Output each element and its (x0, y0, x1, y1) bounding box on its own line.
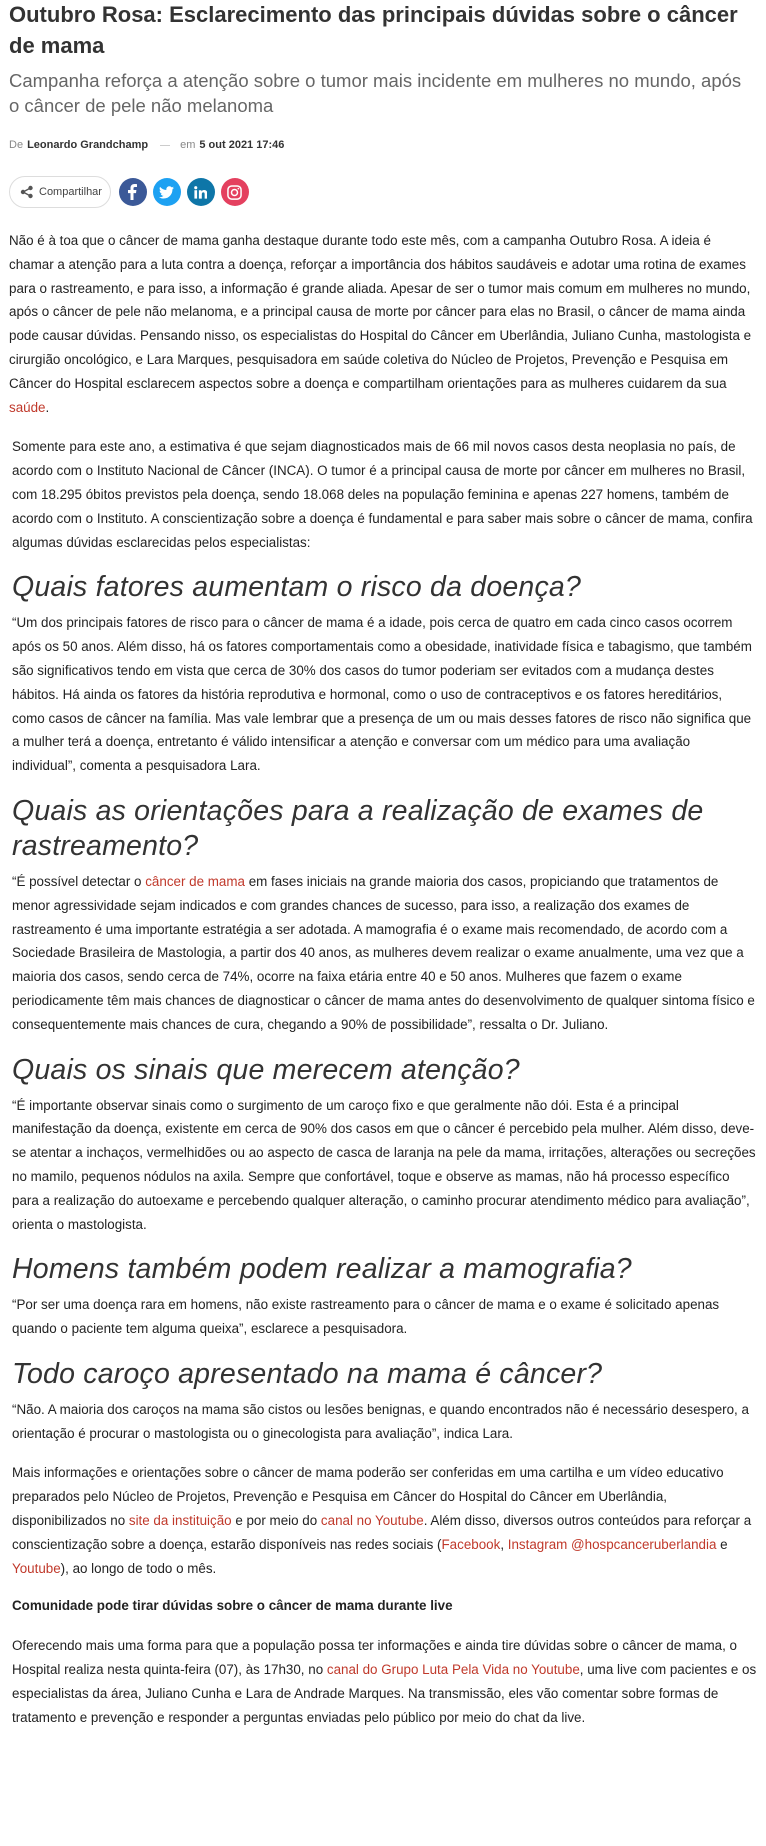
paragraph-text: e (716, 1536, 728, 1552)
paragraph-text: “É possível detectar o (12, 873, 146, 889)
paragraph-text: Oferecendo mais uma forma para que a população possa ter informações e ainda tire dúvidas sobre o câncer de mama, o Hospital realiza nesta quinta-feira (07), às 17h30, no (12, 1638, 737, 1678)
instagram-icon (227, 185, 242, 200)
article-meta (9, 137, 757, 153)
share-icon (20, 185, 34, 199)
paragraph-lump: “Não. A maioria dos caroços na mama são cistos ou lesões benignas, e quando encontrados não é necessário desespero, a orientação é procurar o mastologista ou o ginecologista para avaliação”, indica Lara. (12, 1401, 749, 1441)
heading-men: Homens também podem realizar a mamografia? (12, 1253, 632, 1286)
heading-lump: Todo caroço apresentado na mama é câncer? (12, 1357, 603, 1390)
heading-risk-factors: Quais fatores aumentam o risco da doença? (12, 571, 582, 604)
paragraph-intro (9, 229, 757, 419)
twitter-share-button[interactable] (153, 178, 181, 206)
article-subtitle: Campanha reforça a atenção sobre o tumor mais incidente em mulheres no mundo, após o câncer de pele não melanoma (9, 70, 742, 116)
paragraph-estimate: Somente para este ano, a estimativa é que sejam diagnosticados mais de 66 mil novos casos desta neoplasia no país, de acordo com o Instituto Nacional de Câncer (INCA). O tumor é a principal causa de morte por câncer em mulheres no Brasil, com 18.295 óbitos previstos pela doença, sendo 18.068 deles na população feminina e apenas 227 homens, também de acordo com o Instituto. A conscientização sobre a doença é fundamental e para saber mais sobre o câncer de mama, confira algumas dúvidas esclarecidas pelos especialistas: (12, 439, 753, 550)
paragraph-risk-factors: “Um dos principais fatores de risco para o câncer de mama é a idade, pois cerca de quatro em cada cinco casos ocorrem após os 50 anos. Além disso, há os fatores comportamentais como a obesidade, inatividade física e tabagismo, que também são significativos tendo em vista que cerca de 30% dos casos do tumor poderiam ser evitados com a mudança destes hábitos. Há ainda os fatores da história reprodutiva e hormonal, como o uso de contraceptivos e os fatores hereditários, como casos de câncer na família. Mas vale lembrar que a presença de um ou mais desses fatores de risco não significa que a mulher terá a doença, entretanto é válido intensificar a atenção e conversar com um médico para uma avaliação individual”, comenta a pesquisadora Lara. (12, 615, 752, 774)
article-body (9, 229, 757, 1730)
paragraph-screening (9, 870, 757, 1037)
at-label: em (180, 139, 196, 151)
linkedin-share-button[interactable] (187, 178, 215, 206)
paragraph-text: em fases iniciais na grande maioria dos casos, propiciando que tratamentos de menor agressividade sejam indicados e com grandes chances de sucesso, para isso, a realização dos exames de rastreamento é uma importante estratégia a ser adotada. A mamografia é o exame mais recomendado, de acordo com a Sociedade Brasileira de Mastologia, a partir dos 40 anos, as mulheres devem realizar o exame anualmente, uma vez que a maioria dos casos, sendo cerca de 74%, ocorre na faixa etária entre 40 e 50 anos. Mulheres que fazem o exame periodicamente têm mais chances de diagnosticar o câncer de mama antes do desenvolvimento de qualquer sintoma físico e consequentemente mais chances de cura, chegando a 90% de possibilidade”, ressalta o Dr. Juliano. (12, 873, 755, 1032)
twitter-icon (159, 186, 174, 199)
youtube-link[interactable]: Youtube (12, 1560, 61, 1576)
facebook-icon (127, 184, 139, 200)
facebook-link[interactable]: Facebook (441, 1536, 501, 1552)
institution-site-link[interactable]: site da instituição (128, 1513, 232, 1529)
paragraph-text: . Além disso, diversos outros conteúdos para reforçar a conscientização sobre a doença, estarão disponíveis nas redes sociais ( (12, 1513, 752, 1552)
health-link[interactable]: saúde (9, 399, 46, 415)
heading-live: Comunidade pode tirar dúvidas sobre o câncer de mama durante live (12, 1598, 453, 1614)
paragraph-text: Não é à toa que o câncer de mama ganha destaque durante todo este mês, com a campanha Outubro Rosa. A ideia é chamar a atenção para a luta contra a doença, reforçar a importância dos hábitos saudáveis e adotar uma rotina de exames para o rastreamento, e para isso, a informação é grande aliada. Apesar de ser o tumor mais comum em mulheres no mundo, após o câncer de pele não melanoma, e a principal causa de morte por câncer para elas no Brasil, o câncer de mama ainda pode causar dúvidas. Pensando nisso, os especialistas do Hospital do Câncer em Uberlândia, Juliano Cunha, mastologista e cirurgião oncológico, e Lara Marques, pesquisadora em saúde coletiva do Núcleo de Projetos, Prevenção e Pesquisa em Câncer do Hospital esclarecem aspectos sobre a doença e compartilham orientações para as mulheres cuidarem da sua (9, 233, 752, 391)
paragraph-live (9, 1634, 757, 1729)
instagram-share-button[interactable] (221, 178, 249, 206)
paragraph-text: , uma live com pacientes e os especialistas da área, Juliano Cunha e Lara de Andrade Marques. Na transmissão, eles vão comentar sobre formas de tratamento e prevenção e responder a perguntas enviadas pelo público por meio do chat da live. (12, 1662, 757, 1725)
breast-cancer-link[interactable]: câncer de mama (145, 873, 245, 889)
instagram-link[interactable]: Instagram @hospcanceruberlandia (507, 1536, 717, 1552)
paragraph-signs: “É importante observar sinais como o surgimento de um caroço fixo e que geralmente não dói. Esta é a principal manifestação da doença, existente em cerca de 90% dos casos em que o câncer é percebido pela mulher. Além disso, deve-se atentar a inchaços, vermelhidões ou ao aspecto de casca de laranja na pele da mama, irritações, alterações ou secreções no mamilo, pequenos nódulos na axila. Sempre que confortável, toque e observe as mamas, não há processo específico para a realização do autoexame e percebendo qualquer alteração, o caminho procurar atendimento médico para avaliação”, orienta o mastologista. (12, 1097, 756, 1232)
share-bar (9, 176, 757, 208)
paragraph-text: e por meio do (231, 1513, 321, 1529)
article-title: Outubro Rosa: Esclarecimento das principais dúvidas sobre o câncer de mama (9, 2, 738, 58)
paragraph-more-info (9, 1461, 757, 1580)
paragraph-text: Mais informações e orientações sobre o câncer de mama poderão ser conferidas em uma cartilha e um vídeo educativo preparados pelo Núcleo de Projetos, Prevenção e Pesquisa em Câncer do Hospital do Câncer em Uberlândia, disponibilizados no (12, 1465, 724, 1529)
publish-date: 5 out 2021 17:46 (199, 139, 285, 151)
paragraph-men: “Por ser uma doença rara em homens, não existe rastreamento para o câncer de mama e o exame é solicitado apenas quando o paciente tem alguma queixa”, esclarece a pesquisadora. (12, 1297, 720, 1337)
paragraph-text: . (45, 399, 50, 415)
paragraph-text: ), ao longo de todo o mês. (60, 1560, 217, 1576)
facebook-share-button[interactable] (119, 178, 147, 206)
heading-signs: Quais os sinais que merecem atenção? (12, 1053, 520, 1086)
share-button[interactable] (9, 176, 111, 208)
youtube-channel-link[interactable]: canal no Youtube (320, 1513, 424, 1529)
heading-screening: Quais as orientações para a realização de exames de rastreamento? (12, 794, 704, 862)
share-label: Compartilhar (39, 186, 102, 198)
author-link[interactable]: Leonardo Grandchamp (27, 139, 149, 151)
meta-divider (160, 145, 170, 146)
by-label: De (9, 139, 24, 151)
linkedin-icon (194, 186, 207, 199)
paragraph-text: , (500, 1536, 508, 1552)
live-channel-link[interactable]: canal do Grupo Luta Pela Vida no Youtube (326, 1662, 580, 1678)
